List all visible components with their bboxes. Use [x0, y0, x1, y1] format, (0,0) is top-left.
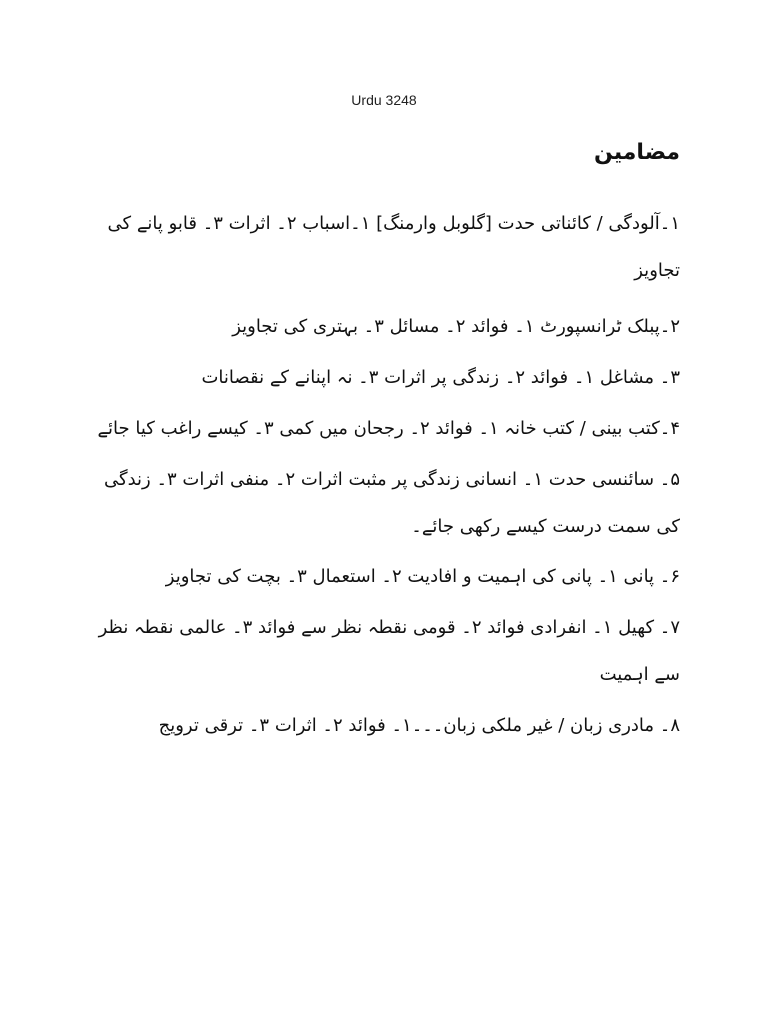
document-body: [96, 138, 680, 754]
list-item: ۳۔ مشاغل ۱۔ فوائد ۲۔ زندگی پر اثرات ۳۔ نہ اپنانے کے نقصانات: [201, 367, 680, 389]
page-title: مضامین: [594, 140, 680, 165]
list-item: ۴۔کتب بینی / کتب خانہ ۱۔ فوائد ۲۔ رجحان میں کمی ۳۔ کیسے راغب کیا جائے: [97, 417, 680, 439]
document-label: Urdu 3248: [351, 92, 417, 108]
list-item: ۵۔ سائنسی حدت ۱۔ انسانی زندگی پر مثبت اثرات ۲۔ منفی اثرات ۳۔ زندگی کی سمت درست کیسے رکھی جائے۔: [104, 468, 680, 537]
list-item: ۷۔ کھیل ۱۔ انفرادی فوائد ۲۔ قومی نقطہ نظر سے فوائد ۳۔ عالمی نقطہ نظر سے اہمیت: [98, 617, 680, 685]
list-item: ۲۔پبلک ٹرانسپورٹ ۱۔ فوائد ۲۔ مسائل ۳۔ بہتری کی تجاویز: [232, 316, 680, 338]
list-item: ۶۔ پانی ۱۔ پانی کی اہمیت و افادیت ۲۔ استعمال ۳۔ بچت کی تجاویز: [165, 566, 680, 588]
list-item: ۱۔آلودگی / کائناتی حدت [گلوبل وارمنگ] ۱۔اسباب ۲۔ اثرات ۳۔ قابو پانے کی تجاویز: [107, 212, 680, 281]
list-item: ۸۔ مادری زبان / غیر ملکی زبان۔۔۔۱۔ فوائد ۲۔ اثرات ۳۔ ترقی ترویج: [158, 714, 680, 736]
